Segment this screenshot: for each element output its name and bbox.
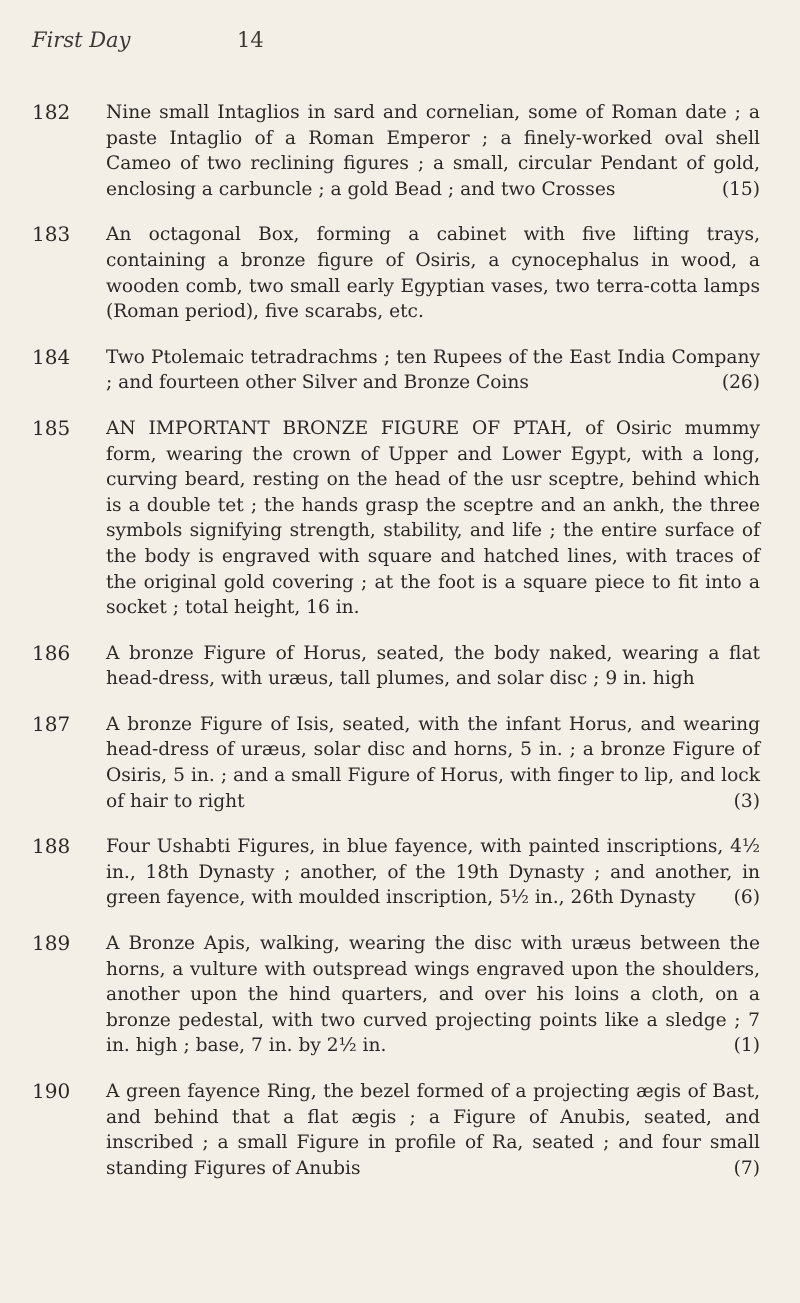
lot-entry-184: [32, 345, 760, 396]
lot-text: Two Ptolemaic tetradrachms ; ten Rupees of the East India Company ; and fourteen other Silver and Bronze Coins: [106, 346, 760, 394]
running-head: [32, 28, 768, 58]
lot-entry-187: [32, 712, 760, 814]
lot-text: A green fayence Ring, the bezel formed of a projecting ægis of Bast, and behind that a flat ægis ; a Figure of Anubis, seated, and inscribed ; a small Figure in profile of Ra, seated ; and four small standing Figures of Anubis: [106, 1081, 760, 1179]
lot-number: 185: [32, 415, 71, 440]
lot-count: (7): [733, 1157, 760, 1179]
lot-count: (26): [721, 372, 760, 394]
lot-number: 183: [32, 222, 71, 247]
lot-number: 184: [32, 344, 71, 369]
lot-text: A Bronze Apis, walking, wearing the disc with uræus between the horns, a vulture with outspread wings engraved upon the shoulders, another upon the hind quarters, and over his loins a cloth, on a bronze pedestal, with two curved projecting points like a sledge ; 7 in. high ; base, 7 in. by 2½ in.: [106, 933, 760, 1057]
lot-description: [106, 641, 760, 692]
lot-entry-182: [32, 100, 760, 202]
lot-count: (6): [733, 887, 760, 909]
lot-number: 187: [32, 711, 71, 736]
lot-count: (1): [733, 1035, 760, 1057]
lot-entry-188: [32, 834, 760, 911]
lot-text: Four Ushabti Figures, in blue fayence, with painted inscriptions, 4½ in., 18th Dynasty ; another, of the 19th Dynasty ; and another, in green fayence, with moulded inscription, 5½ in., 26th Dynasty: [106, 836, 760, 909]
lot-number: 182: [32, 100, 71, 124]
lot-description: [106, 345, 760, 396]
lot-text: A bronze Figure of Horus, seated, the body naked, wearing a flat head-dress, with uræus, tall plumes, and solar disc ; 9 in. high: [106, 642, 760, 690]
lot-number: 190: [32, 1079, 71, 1103]
lot-entry-189: [32, 931, 760, 1059]
lot-description: [106, 712, 760, 814]
lot-number: 188: [32, 834, 71, 859]
running-head-title: First Day: [32, 28, 131, 52]
lot-number: 189: [32, 931, 71, 956]
lot-count: (15): [721, 178, 760, 200]
lot-description: [106, 834, 760, 911]
lot-description: [106, 931, 760, 1059]
lot-entry-190: [32, 1079, 760, 1181]
lot-text: Nine small Intaglios in sard and cornelian, some of Roman date ; a paste Intaglio of a Roman Emperor ; a finely-worked oval shell Cameo of two reclining figures ; a small, circular Pendant of gold, enclosing a carbuncle ; a gold Bead ; and two Crosses: [106, 102, 760, 200]
lot-entry-183: [32, 222, 760, 324]
lot-text: AN IMPORTANT BRONZE FIGURE OF PTAH, of Osiric mummy form, wearing the crown of Upper and Lower Egypt, with a long, curving beard, resting on the head of the usr sceptre, behind which is a double tet ; the hands grasp the sceptre and an ankh, the three symbols signifying strength, stability, and life ; the entire surface of the body is engraved with square and hatched lines, with traces of the original gold covering ; at the foot is a square piece to fit into a socket ; total height, 16 in.: [106, 417, 760, 619]
page-number: 14: [237, 28, 264, 52]
lot-description: [106, 1079, 760, 1181]
lot-text: A bronze Figure of Isis, seated, with the infant Horus, and wearing head-dress of uræus, solar disc and horns, 5 in. ; a bronze Figure of Osiris, 5 in. ; and a small Figure of Horus, with finger to lip, and lock of hair to right: [106, 713, 760, 812]
lot-text: An octagonal Box, forming a cabinet with five lifting trays, containing a bronze figure of Osiris, a cynocephalus in wood, a wooden comb, two small early Egyptian vases, two terra-cotta lamps (Roman period), five scarabs, etc.: [106, 224, 760, 323]
lot-description: [106, 222, 760, 324]
lot-description: [106, 100, 760, 202]
lot-entry-185: [32, 416, 760, 621]
lot-entry-186: [32, 641, 760, 692]
lot-count: (3): [733, 790, 760, 812]
lot-list: [32, 100, 760, 1201]
lot-number: 186: [32, 640, 71, 665]
lot-description: [106, 416, 760, 621]
